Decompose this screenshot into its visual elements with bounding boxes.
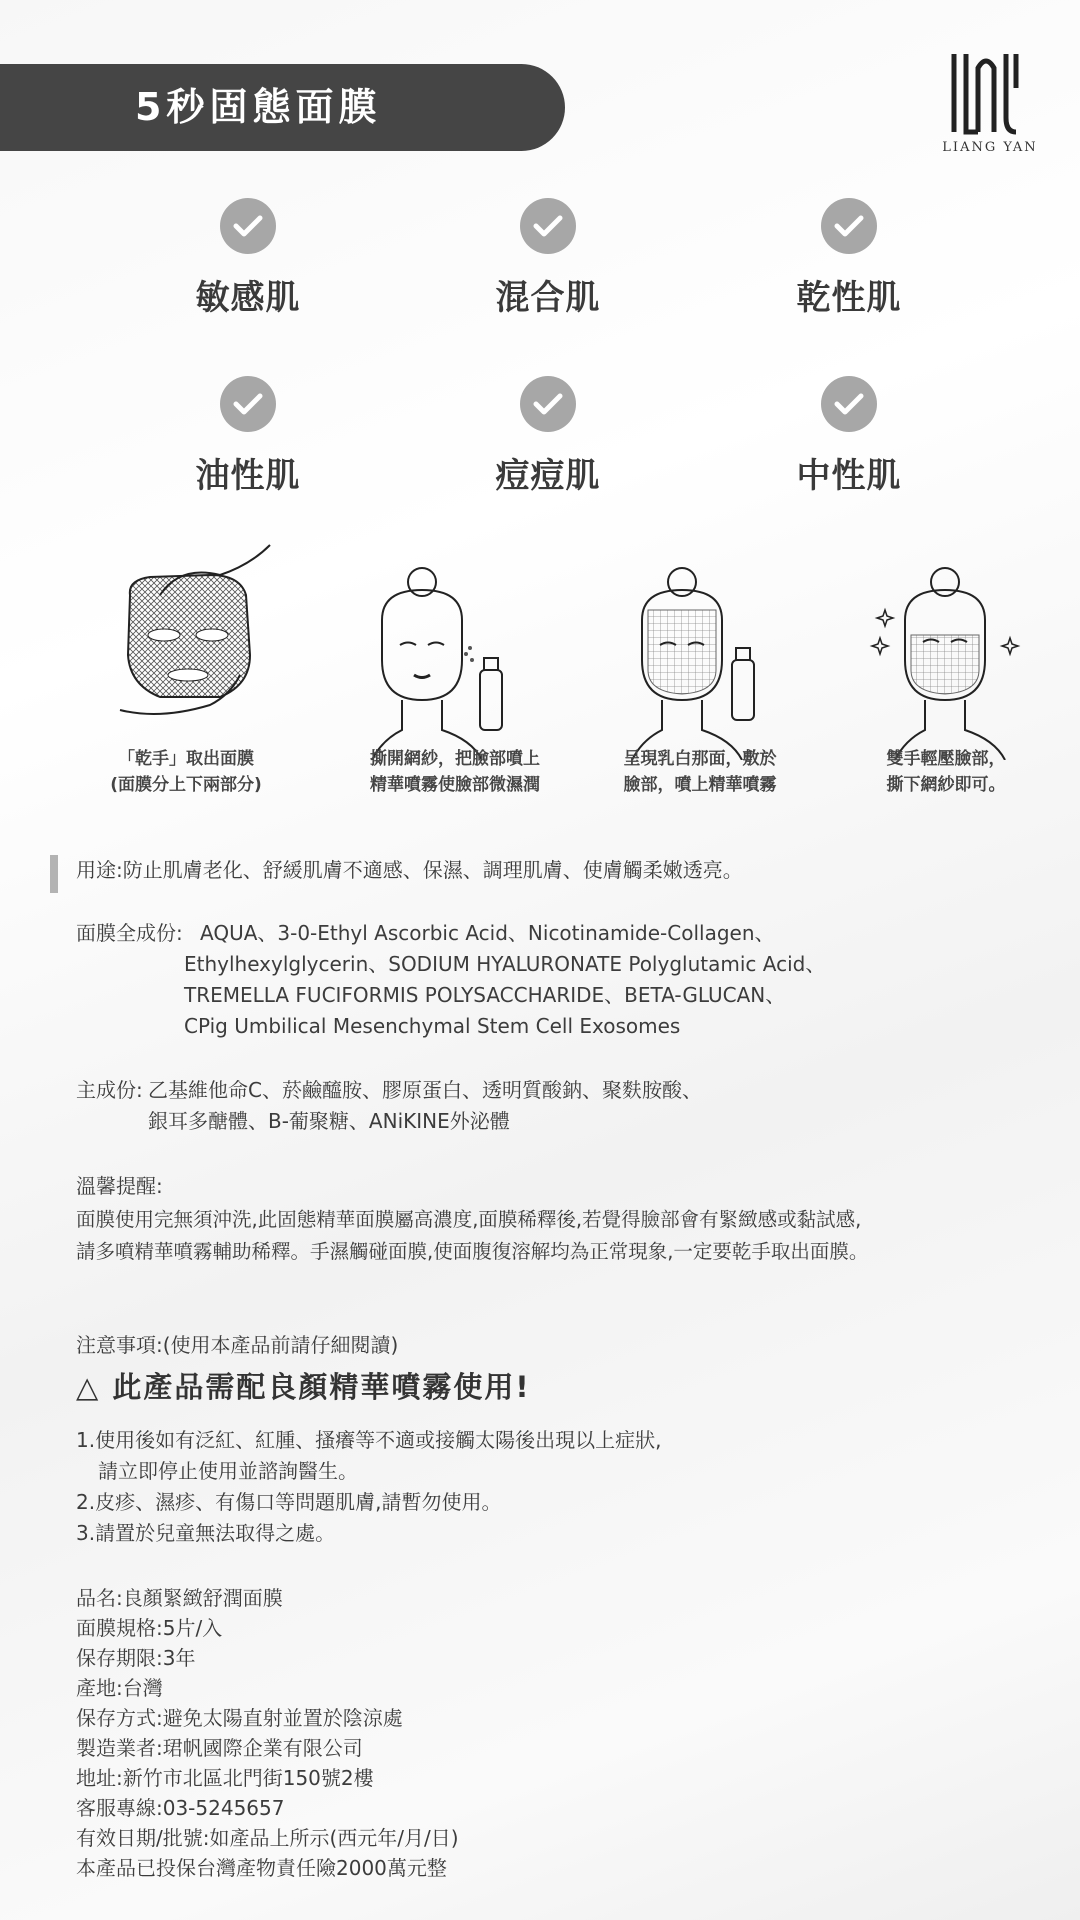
full-ingredients-line: TREMELLA FUCIFORMIS POLYSACCHARIDE、BETA-GLUCAN、: [184, 983, 786, 1007]
full-ingredients-label: 面膜全成份:: [76, 921, 183, 945]
check-icon: [520, 376, 576, 432]
skin-type-normal: [729, 376, 969, 497]
face-press-illustration-icon: [860, 560, 1040, 760]
step-2-caption: 撕開網紗，把臉部噴上 精華噴霧使臉部微濕潤: [370, 749, 540, 795]
usage-text: 用途:防止肌膚老化、舒緩肌膚不適感、保濕、調理肌膚、使膚觸柔嫩透亮。: [76, 858, 743, 882]
check-icon: [220, 198, 276, 254]
product-info-line: 產地:台灣: [76, 1676, 163, 1700]
brand-logo-icon: [950, 48, 1022, 136]
main-ingredients-label: 主成份:: [76, 1078, 143, 1102]
product-info-line: 本產品已投保台灣產物責任險2000萬元整: [76, 1856, 447, 1880]
skin-type-label: 混合肌: [495, 278, 601, 318]
product-info-line: 有效日期/批號:如產品上所示(西元年/月/日): [76, 1826, 459, 1850]
main-ingredients-line: 乙基維他命C、菸鹼醯胺、膠原蛋白、透明質酸鈉、聚麩胺酸、: [148, 1078, 702, 1102]
step-1-caption: 「乾手」取出面膜 (面膜分上下兩部分): [110, 749, 262, 795]
skin-type-oily: [128, 376, 368, 497]
warning-heading: △ 此產品需配良顏精華噴霧使用!: [76, 1370, 531, 1404]
step-3-caption: 呈現乳白那面，敷於 臉部，噴上精華噴霧: [623, 749, 777, 795]
page-title: 5秒固態面膜: [135, 85, 382, 129]
skin-type-label: 油性肌: [195, 456, 301, 496]
caution-item: 3.請置於兒童無法取得之處。: [76, 1521, 336, 1545]
skin-type-label: 中性肌: [796, 456, 902, 496]
check-icon: [220, 376, 276, 432]
reminder-line: 請多噴精華噴霧輔助稀釋。手濕觸碰面膜,使面腹復溶解均為正常現象,一定要乾手取出面膜。: [76, 1240, 869, 1263]
caution-item: 2.皮疹、濕疹、有傷口等問題肌膚,請暫勿使用。: [76, 1490, 502, 1514]
title-banner: [0, 64, 565, 151]
caution-item: 請立即停止使用並諮詢醫生。: [98, 1459, 358, 1483]
step-4-caption: 雙手輕壓臉部， 撕下網紗即可。: [886, 749, 1006, 795]
reminder-line: 面膜使用完無須沖洗,此固態精華面膜屬高濃度,面膜稀釋後,若覺得臉部會有緊緻感或黏試感,: [76, 1208, 862, 1231]
caution-item: 1.使用後如有泛紅、紅腫、搔癢等不適或接觸太陽後出現以上症狀,: [76, 1428, 662, 1452]
product-info: [76, 1583, 459, 1883]
mask-on-face-illustration-icon: [632, 560, 812, 760]
reminder-title: 溫馨提醒:: [76, 1174, 163, 1198]
skin-type-label: 痘痘肌: [495, 456, 601, 496]
skin-type-label: 敏感肌: [195, 278, 301, 318]
main-ingredients-line: 銀耳多醣體、B-葡聚糖、ANiKINE外泌體: [148, 1109, 510, 1133]
caution-title: 注意事項:(使用本產品前請仔細閱讀): [76, 1333, 399, 1357]
product-info-line: 客服專線:03-5245657: [76, 1796, 285, 1820]
product-info-line: 保存期限:3年: [76, 1646, 196, 1670]
product-info-line: 面膜規格:5片/入: [76, 1616, 223, 1640]
skin-type-label: 乾性肌: [796, 278, 902, 318]
full-ingredients-line: CPig Umbilical Mesenchymal Stem Cell Exosomes: [184, 1014, 681, 1038]
skin-type-acne: [428, 376, 668, 497]
brand-name: LIANG YAN: [942, 140, 1038, 155]
product-info-line: 地址:新竹市北區北門街150號2樓: [76, 1766, 374, 1790]
section-accent-bar: [50, 855, 58, 893]
full-ingredients-line: AQUA、3-0-Ethyl Ascorbic Acid、Nicotinamide-Collagen、: [200, 921, 775, 945]
product-info-line: 保存方式:避免太陽直射並置於陰涼處: [76, 1706, 403, 1730]
check-icon: [821, 376, 877, 432]
product-info-line: 品名:良顏緊緻舒潤面膜: [76, 1586, 283, 1610]
skin-type-combination: [428, 198, 668, 319]
check-icon: [821, 198, 877, 254]
mask-hands-illustration-icon: [100, 535, 280, 735]
full-ingredients-line: Ethylhexylglycerin、SODIUM HYALURONATE Polyglutamic Acid、: [184, 952, 826, 976]
skin-type-sensitive: [128, 198, 368, 319]
face-spray-illustration-icon: [362, 560, 542, 760]
skin-type-dry: [729, 198, 969, 319]
product-info-line: 製造業者:珺帆國際企業有限公司: [76, 1736, 363, 1760]
check-icon: [520, 198, 576, 254]
